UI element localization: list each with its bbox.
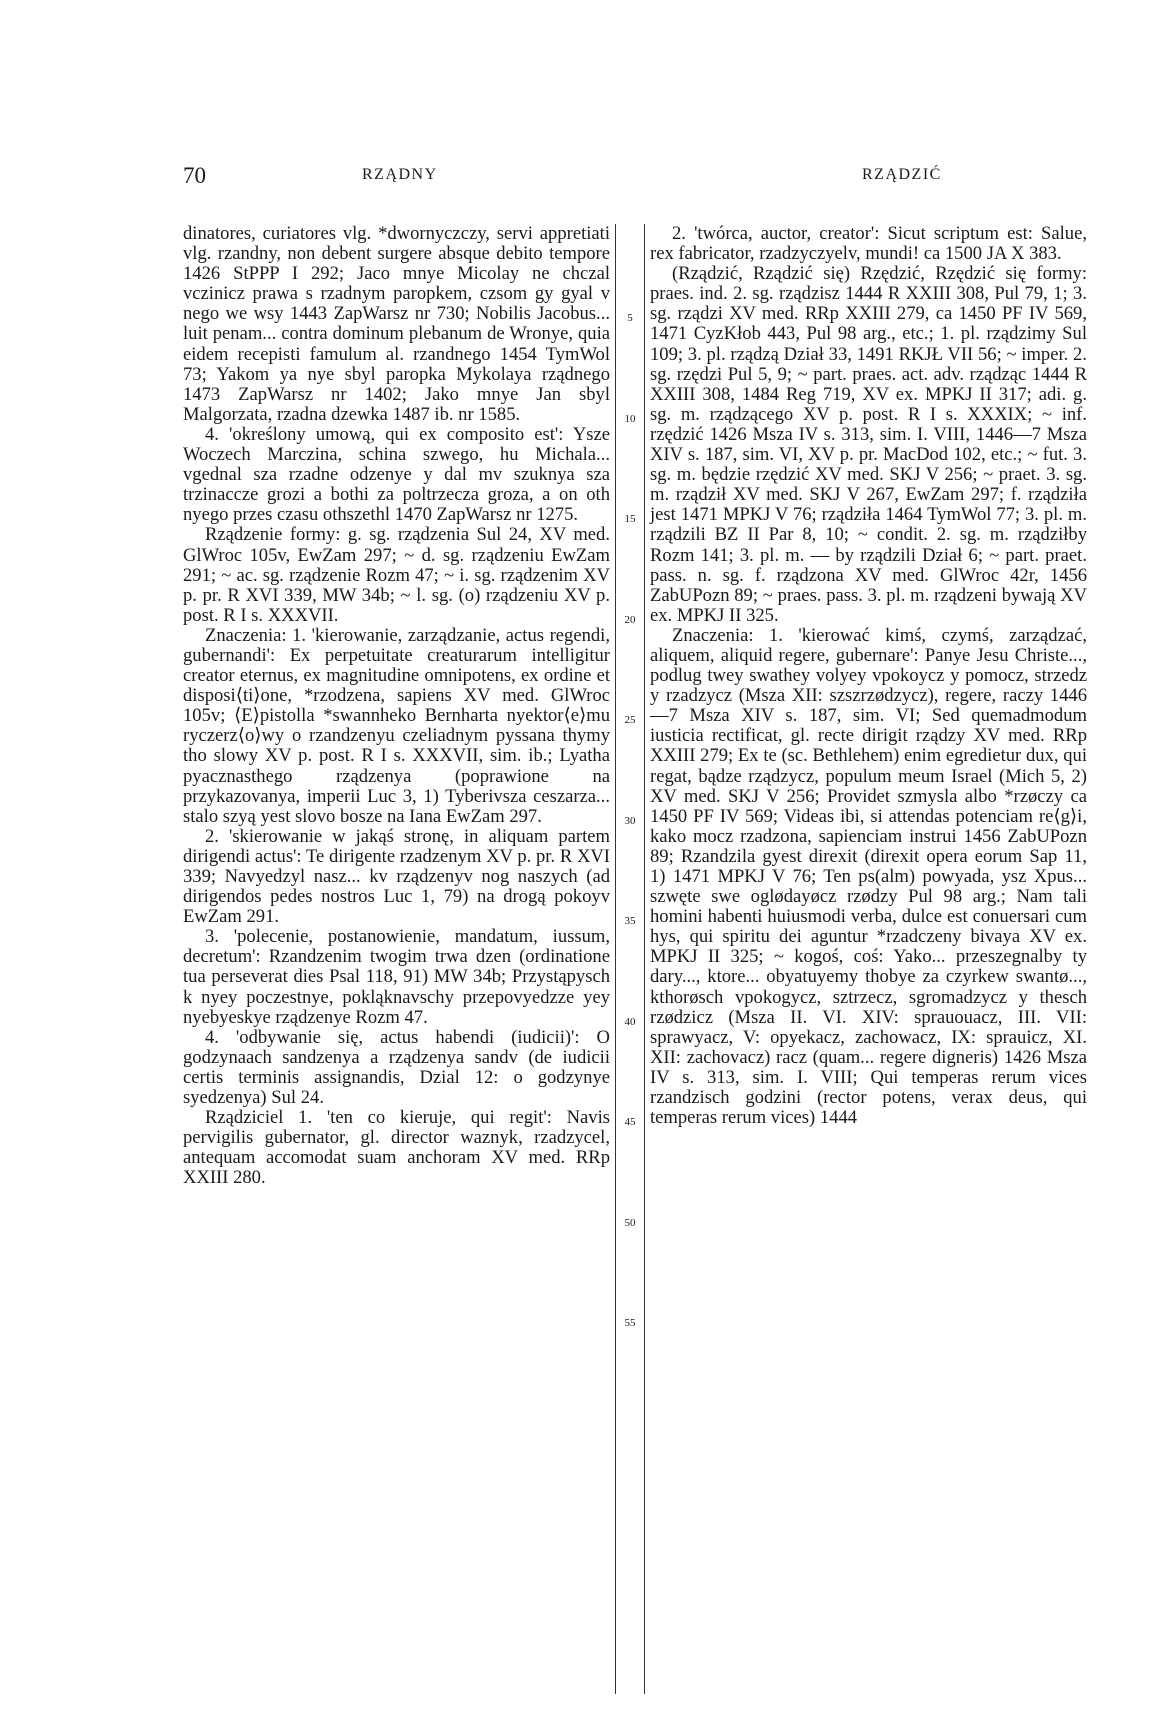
line-number: 35 [624, 915, 636, 927]
line-number: 55 [624, 1317, 636, 1329]
left-running-head: RZĄDNY [362, 166, 438, 183]
left-paragraph: 4. 'odbywanie się, actus habendi (iudicii)': O godzynaach sandzenya a rządzenya sandv (de iudicii certis terminis assignandis, Dzial 12: o godzynye syedzenya) Sul 24. [183, 1026, 610, 1109]
left-paragraph: Rządziciel 1. 'ten co kieruje, qui regit': Navis pervigilis gubernator, gl. director waznyk, rzadzycel, antequam accomodat suam anchoram XV med. RRp XXIII 280. [183, 1107, 610, 1189]
right-column [650, 224, 1087, 1128]
right-paragraph: Znaczenia: 1. 'kierować kimś, czymś, zarządzać, aliquem, aliquid regere, gubernare': Panye Jesu Christe..., podlug twey swathey volyey vpokoycz y pomocz, strzedz y rzadzycz (Msza XII: szszrzødzycz), regere, raczy 1446—7 Msza XIV s. 187, sim. VI; Sed quemadmodum iusticia rectificat, gl. recte dirigit rządzy XV med. RRp XXIII 279; Ex te (sc. Bethlehem) enim egredietur dux, qui regat, bądze rządzycz, populum meum Israel (Mich 5, 2) XV med. SKJ V 256; Providet szmysla albo *rzøczy ca 1450 PF IV 569; Videas ibi, si attendas potenciam re⟨g⟩i, kako mocz rzadzona, sapienciam instrui 1456 ZabUPozn 89; Rzandzila gyest direxit (direxit opera eorum Sap 11, 1) 1471 MPKJ V 76; Ten ps(alm) powyada, ysz Xpus... szwęte swe oglødayøcz rzødzy Pul 98 arg.; Nam tali homini habenti huiusmodi verba, dulce est conuersari cum hys, qui spiritu dei aguntur *rzadczeny bivaya XV ex. MPKJ II 325; ~ kogoś, coś: Yako... przeszegnalby ty dary..., ktore... obyatuyemy thobye za czyrkew swantø..., kthorøsch vpokogycz, sztrzecz, sgromadzycz y thesch rzødzicz (Msza II. VI. XIV: sprauouacz, III. VII: sprawyacz, V: opyekacz, zachowacz, IX: sprauicz, XI. XII: zachovacz) racz (quam... regere digneris) 1426 Msza IV s. 313, sim. I. VIII; Qui temperas rerum vices rzandzisch godzini (rector potens, verax deus, qui temperas rerum vices) 1444 [650, 624, 1087, 1129]
line-number: 15 [624, 513, 636, 525]
page-number: 70 [183, 163, 206, 188]
left-paragraph: Rządzenie formy: g. sg. rządzenia Sul 24, XV med. GlWroc 105v, EwZam 297; ~ d. sg. rządzeniu EwZam 291; ~ ac. sg. rządzenie Rozm 47; ~ i. sg. rządzenim XV p. pr. R XVI 339, MW 34b; ~ l. sg. (o) rządzeniu XV p. post. R I s. XXXVII. [183, 524, 610, 626]
left-column [183, 224, 610, 1189]
left-paragraph: dinatores, curiatores vlg. *dwornyczczy, servi appretiati vlg. rzandny, non debent surgere absque debito tempore 1426 StPPP I 292; Jaco mnye Micolay ne chczal vczinicz prawa s rzadnym paropkem, czsom gy gyal v nego we wsy 1443 ZapWarsz nr 730; Nobilis Jacobus... luit penam... contra dominum plebanum de Wronye, quia eidem recepisti famulum al. rzandnego 1454 TymWol 73; Yakom ya nye sbyl paropka Mykolaya rządnego 1473 ZapWarsz nr 1402; Jako mnye Jan sbyl Malgorzata, rzadna dzewka 1487 ib. nr 1585. [183, 223, 610, 425]
line-number: 5 [627, 312, 633, 324]
right-paragraph: 2. 'twórca, auctor, creator': Sicut scriptum est: Salue, rex fabricator, rzadzyczyelv, mundi! ca 1500 JA X 383. [650, 223, 1087, 265]
line-number: 20 [624, 614, 636, 626]
line-number: 10 [624, 413, 636, 425]
line-number: 45 [624, 1116, 636, 1128]
left-paragraph: 2. 'skierowanie w jakąś stronę, in aliquam partem dirigendi actus': Te dirigente rzadzenym XV p. pr. R XVI 339; Navyedzyl nasz... kv rządzenyv nog naszych (ad dirigendos pedes nostros Luc 1, 79) na drogą pokoyv EwZam 291. [183, 825, 610, 928]
right-running-head: RZĄDZIĆ [862, 166, 942, 183]
line-number-gutter [615, 224, 645, 1694]
right-paragraph: (Rządzić, Rządzić się) Rzędzić, Rzędzić się formy: praes. ind. 2. sg. rządzisz 1444 R XXIII 308, Pul 79, 1; 3. sg. rządzi XV med. RRp XXIII 279, ca 1450 PF IV 569, 1471 CyzKłob 443, Pul 98 arg., etc.; 1. pl. rządzimy Sul 109; 3. pl. rządzą Dział 33, 1491 RKJŁ VII 56; ~ imper. 2. sg. rzędzi Pul 5, 9; ~ part. praes. act. adv. rządząc 1444 R XXIII 308, 1484 Reg 719, XV ex. MPKJ II 317; adi. g. sg. m. rządzącego XV p. post. R I s. XXXIX; ~ inf. rzędzić 1426 Msza IV s. 313, sim. I. VIII, 1446—7 Msza XIV s. 187, sim. VI, XV p. pr. MacDod 102, etc.; ~ fut. 3. sg. m. będzie rzędzić XV med. SKJ V 256; ~ praet. 3. sg. m. rządził XV med. SKJ V 267, EwZam 297; f. rządziła jest 1471 MPKJ V 76; rządziła 1464 TymWol 77; 3. pl. m. rządzili BZ II Par 8, 10; ~ condit. 2. sg. m. rządziłby Rozm 141; 3. pl. m. — by rządzili Dział 6; ~ part. praet. pass. n. sg. f. rządzona XV med. GlWroc 42r, 1456 ZabUPozn 89; ~ praes. pass. 3. pl. m. rządzeni bywają XV ex. MPKJ II 325. [650, 263, 1087, 626]
line-number: 30 [624, 815, 636, 827]
line-number: 25 [624, 714, 636, 726]
left-paragraph: Znaczenia: 1. 'kierowanie, zarządzanie, actus regendi, gubernandi': Ex perpetuitate creaturarum intelligitur creator eternus, ex magnitudine omnipotens, ex ordine et disposi⟨ti⟩one, *rzodzena, sapiens XV med. GlWroc 105v; ⟨E⟩pistolla *swannheko Bernharta nyektor⟨e⟩mu ryczerz⟨o⟩wy o rzandzenyu czeliadnym pyssana thymy tho slowy XV p. post. R I s. XXXVII, sim. ib.; Lyatha pyacznasthego rządzenya (poprawione na przykazovanya, imperii Luc 3, 1) Tyberivsza ceszarza... stalo szyą yest slovo bosze na Iana EwZam 297. [183, 624, 610, 827]
line-number: 40 [624, 1016, 636, 1028]
left-paragraph: 4. 'określony umową, qui ex composito est': Ysze Woczech Marczina, schina szwego, hu Michala... vgednal sza rzadne odzenye y dal mv szuknya sza trzinaccze grozi a bothi za poltrzecza groza, a on oth nyego przes czasu othszethl 1470 ZapWarsz nr 1275. [183, 423, 610, 526]
line-number: 50 [624, 1217, 636, 1229]
left-paragraph: 3. 'polecenie, postanowienie, mandatum, iussum, decretum': Rzandzenim twogim trwa dzen (ordinatione tua perseverat dies Psal 118, 91) MW 34b; Przystąpysch k nyey poczestnye, pokląknavschy przepovyedzze yey nyebyeskye rządzenye Rozm 47. [183, 926, 610, 1028]
